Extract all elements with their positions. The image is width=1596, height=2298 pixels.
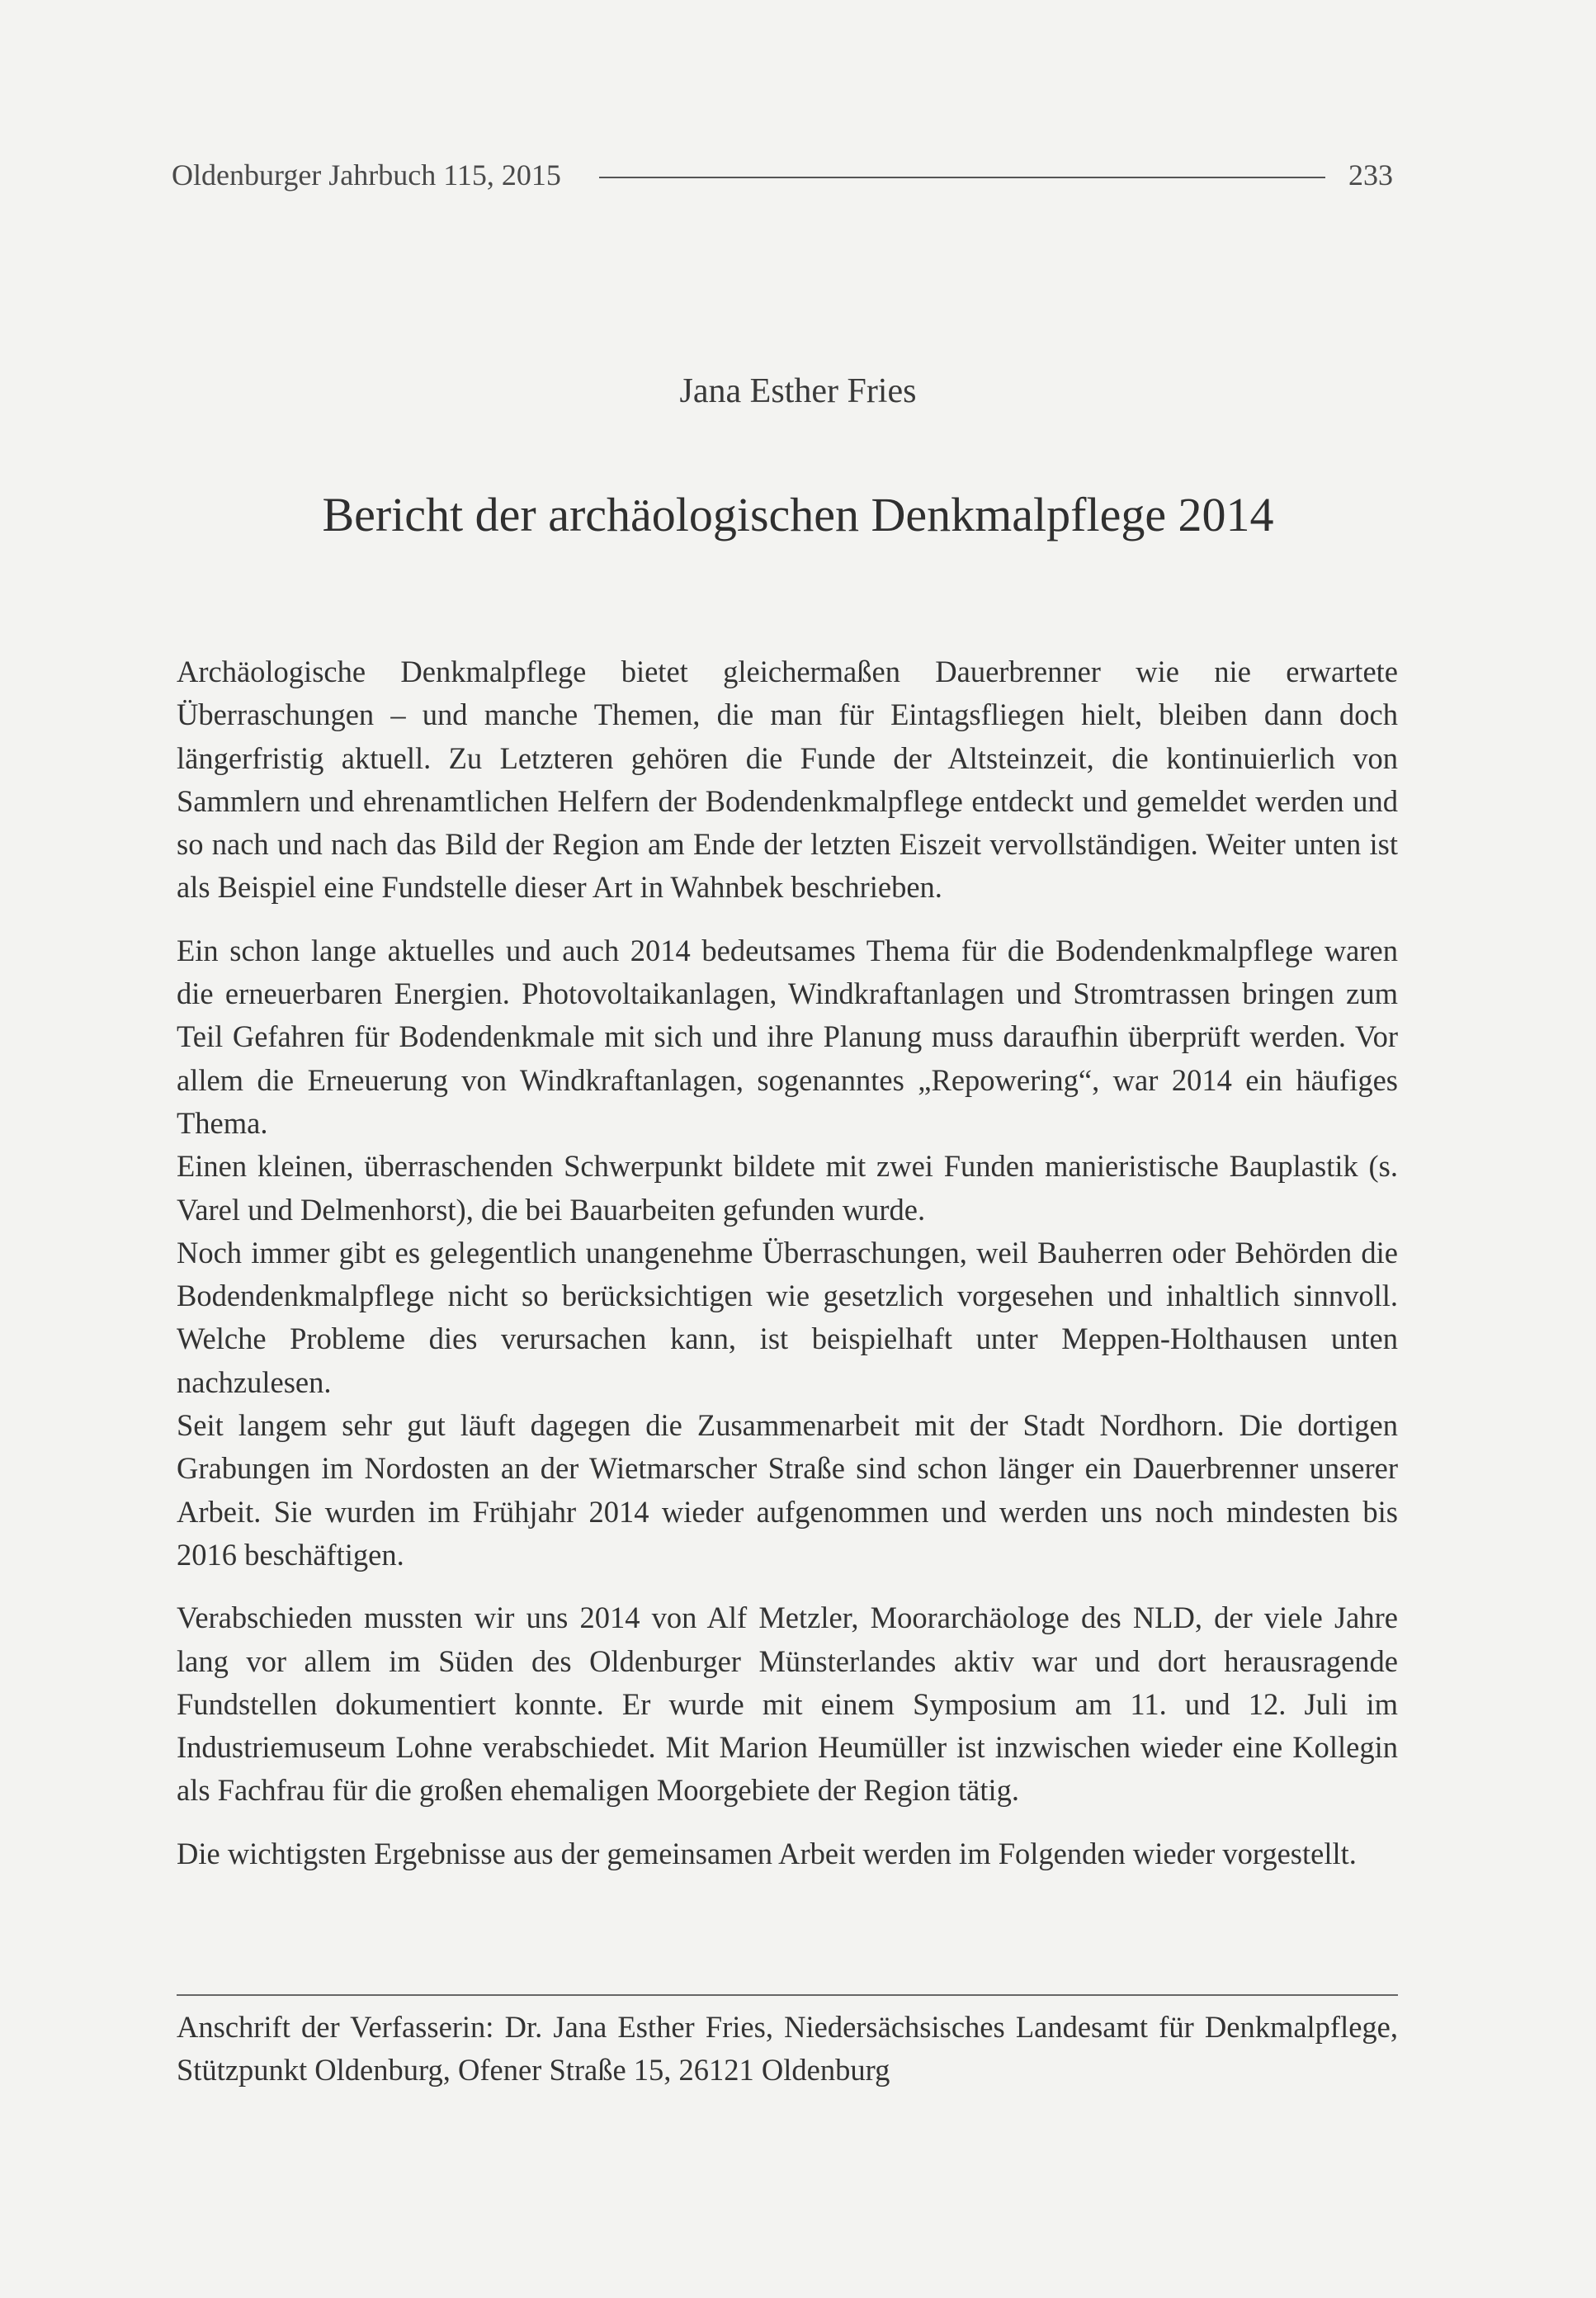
footnote-text: Anschrift der Verfasserin: Dr. Jana Esther Fries, Niedersächsisches Landesamt für Denkmalpflege, Stützpunkt Oldenburg, Ofener Straße 15, 26121 Oldenburg bbox=[177, 2010, 1398, 2087]
footnote-rule bbox=[177, 1994, 1398, 1996]
paragraph-bauplastik: Einen kleinen, überraschenden Schwerpunkt bildete mit zwei Funden manieristische Bauplastik (s. Varel und Delmenhorst), die bei Bauarbeiten gefunden wurde. bbox=[177, 1149, 1398, 1227]
running-header bbox=[172, 150, 1393, 200]
paragraph-intro: Archäologische Denkmalpflege bietet gleichermaßen Dauerbrenner wie nie erwartete Überraschungen – und manche Themen, die man für Eintagsfliegen hielt, bleiben dann doch längerfristig aktuell. Zu Letzteren gehören die Funde der Altsteinzeit, die kontinuierlich von Sammlern und ehrenamtlichen Helfern der Bodendenkmalpflege entdeckt und gemeldet werden und so nach und nach das Bild der Region am Ende der letzten Eiszeit vervollständigen. Weiter unten ist als Beispiel eine Fundstelle dieser Art in Wahnbek beschrieben. bbox=[177, 655, 1398, 905]
header-rule bbox=[599, 177, 1325, 178]
page-number: 233 bbox=[1348, 158, 1393, 192]
paragraph-surprises: Noch immer gibt es gelegentlich unangenehme Überraschungen, weil Bauherren oder Behörden die Bodendenkmalpflege nicht so berücksichtigen wie gesetzlich vorgesehen und inhaltlich sinnvoll. Welche Probleme dies verursachen kann, ist beispielhaft unter Meppen-Holthausen unten nachzulesen. bbox=[177, 1235, 1398, 1399]
journal-citation: Oldenburger Jahrbuch 115, 2015 bbox=[172, 158, 561, 192]
paragraph-energy: Ein schon lange aktuelles und auch 2014 bedeutsames Thema für die Bodendenkmalpflege waren die erneuerbaren Energien. Photovoltaikanlagen, Windkraftanlagen und Stromtrassen bringen zum Teil Gefahren für Bodendenkmale mit sich und ihre Planung muss daraufhin überprüft werden. Vor allem die Erneuerung von Windkraftanlagen, sogenanntes „Repowering“, war 2014 ein häufiges Thema. bbox=[177, 933, 1398, 1140]
paragraph-outlook: Die wichtigsten Ergebnisse aus der gemeinsamen Arbeit werden im Folgenden wieder vorgestellt. bbox=[177, 1836, 1357, 1870]
author-address-footnote bbox=[177, 2006, 1398, 2092]
paragraph-farewell: Verabschieden mussten wir uns 2014 von Alf Metzler, Moorarchäologe des NLD, der viele Jahre lang vor allem im Süden des Oldenburger Münsterlandes aktiv war und dort herausragende Fundstellen dokumentiert konnte. Er wurde mit einem Symposium am 11. und 12. Juli im Industriemuseum Lohne verabschiedet. Mit Marion Heumüller ist inzwischen wieder eine Kollegin als Fachfrau für die großen ehemaligen Moorgebiete der Region tätig. bbox=[177, 1601, 1398, 1808]
article-body bbox=[177, 650, 1398, 1895]
author-name: Jana Esther Fries bbox=[679, 372, 917, 410]
article-title: Bericht der archäologischen Denkmalpflege 2014 bbox=[322, 488, 1274, 541]
paragraph-nordhorn: Seit langem sehr gut läuft dagegen die Zusammenarbeit mit der Stadt Nordhorn. Die dortigen Grabungen im Nordosten an der Wietmarscher Straße sind schon länger ein Dauerbrenner unserer Arbeit. Sie wurden im Frühjahr 2014 wieder aufgenommen und werden uns noch mindesten bis 2016 beschäftigen. bbox=[177, 1408, 1398, 1572]
